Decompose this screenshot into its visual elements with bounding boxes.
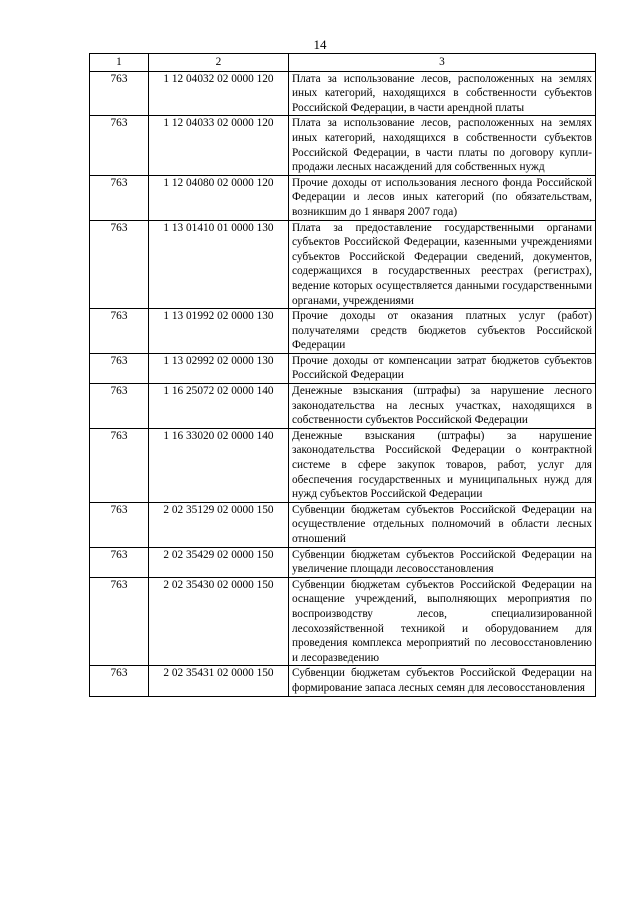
- admin-code-cell: 763: [90, 428, 149, 502]
- revenue-codes-table: [89, 53, 596, 697]
- table-row: [90, 71, 596, 116]
- header-col-1: 1: [90, 54, 149, 72]
- table-row: [90, 547, 596, 577]
- revenue-code-cell: 1 12 04080 02 0000 120: [149, 175, 289, 220]
- revenue-name-cell: Прочие доходы от оказания платных услуг (работ) получателями средств бюджетов субъектов Российской Федерации: [289, 309, 596, 354]
- revenue-code-cell: 2 02 35430 02 0000 150: [149, 577, 289, 666]
- revenue-code-cell: 1 13 02992 02 0000 130: [149, 353, 289, 383]
- admin-code-cell: 763: [90, 175, 149, 220]
- page-number: 14: [313, 37, 327, 52]
- table-row: [90, 220, 596, 309]
- revenue-name-cell: Плата за предоставление государственными органами субъектов Российской Федерации, казенными учреждениями субъектов Российской Федерации сведений, документов, содержащихся в государственных реестрах (регистрах), ведение которых осуществляется данными государственными органами, учреждениями: [289, 220, 596, 309]
- table-row: [90, 577, 596, 666]
- header-col-3: 3: [289, 54, 596, 72]
- admin-code-cell: 763: [90, 502, 149, 547]
- revenue-code-cell: 2 02 35429 02 0000 150: [149, 547, 289, 577]
- revenue-name-cell: Прочие доходы от компенсации затрат бюджетов субъектов Российской Федерации: [289, 353, 596, 383]
- revenue-name-cell: Субвенции бюджетам субъектов Российской Федерации на осуществление отдельных полномочий в области лесных отношений: [289, 502, 596, 547]
- revenue-name-cell: Плата за использование лесов, расположенных на землях иных категорий, находящихся в собственности субъектов Российской Федерации, в части платы по договору купли-продажи лесных насаждений для собственных нужд: [289, 116, 596, 175]
- revenue-name-cell: Субвенции бюджетам субъектов Российской Федерации на формирование запаса лесных семян для лесовосстановления: [289, 666, 596, 696]
- revenue-code-cell: 2 02 35129 02 0000 150: [149, 502, 289, 547]
- revenue-code-cell: 1 16 25072 02 0000 140: [149, 384, 289, 429]
- revenue-name-cell: Субвенции бюджетам субъектов Российской Федерации на увеличение площади лесовосстановления: [289, 547, 596, 577]
- revenue-name-cell: Денежные взыскания (штрафы) за нарушение лесного законодательства на лесных участках, находящихся в собственности субъектов Российской Федерации: [289, 384, 596, 429]
- admin-code-cell: 763: [90, 116, 149, 175]
- revenue-code-cell: 1 13 01410 01 0000 130: [149, 220, 289, 309]
- revenue-code-cell: 1 13 01992 02 0000 130: [149, 309, 289, 354]
- admin-code-cell: 763: [90, 220, 149, 309]
- revenue-code-cell: 1 12 04032 02 0000 120: [149, 71, 289, 116]
- table-row: [90, 666, 596, 696]
- table-row: [90, 175, 596, 220]
- table-row: [90, 428, 596, 502]
- revenue-code-cell: 1 12 04033 02 0000 120: [149, 116, 289, 175]
- table-row: [90, 116, 596, 175]
- revenue-code-cell: 1 16 33020 02 0000 140: [149, 428, 289, 502]
- admin-code-cell: 763: [90, 71, 149, 116]
- revenue-name-cell: Прочие доходы от использования лесного фонда Российской Федерации и лесов иных категорий (по обязательствам, возникшим до 1 января 2007 года): [289, 175, 596, 220]
- table-header-row: [90, 54, 596, 72]
- table-row: [90, 384, 596, 429]
- table-row: [90, 353, 596, 383]
- admin-code-cell: 763: [90, 547, 149, 577]
- header-col-2: 2: [149, 54, 289, 72]
- table-row: [90, 502, 596, 547]
- revenue-name-cell: Денежные взыскания (штрафы) за нарушение законодательства Российской Федерации о контрактной системе в сфере закупок товаров, работ, услуг для обеспечения государственных и муниципальных нужд для нужд субъектов Российской Федерации: [289, 428, 596, 502]
- admin-code-cell: 763: [90, 353, 149, 383]
- admin-code-cell: 763: [90, 577, 149, 666]
- admin-code-cell: 763: [90, 666, 149, 696]
- revenue-name-cell: Плата за использование лесов, расположенных на землях иных категорий, находящихся в собственности субъектов Российской Федерации, в части арендной платы: [289, 71, 596, 116]
- revenue-name-cell: Субвенции бюджетам субъектов Российской Федерации на оснащение учреждений, выполняющих мероприятия по воспроизводству лесов, специализированной лесохозяйственной техникой и оборудованием для проведения комплекса мероприятий по лесовосстановлению и лесоразведению: [289, 577, 596, 666]
- revenue-code-cell: 2 02 35431 02 0000 150: [149, 666, 289, 696]
- admin-code-cell: 763: [90, 309, 149, 354]
- admin-code-cell: 763: [90, 384, 149, 429]
- table-row: [90, 309, 596, 354]
